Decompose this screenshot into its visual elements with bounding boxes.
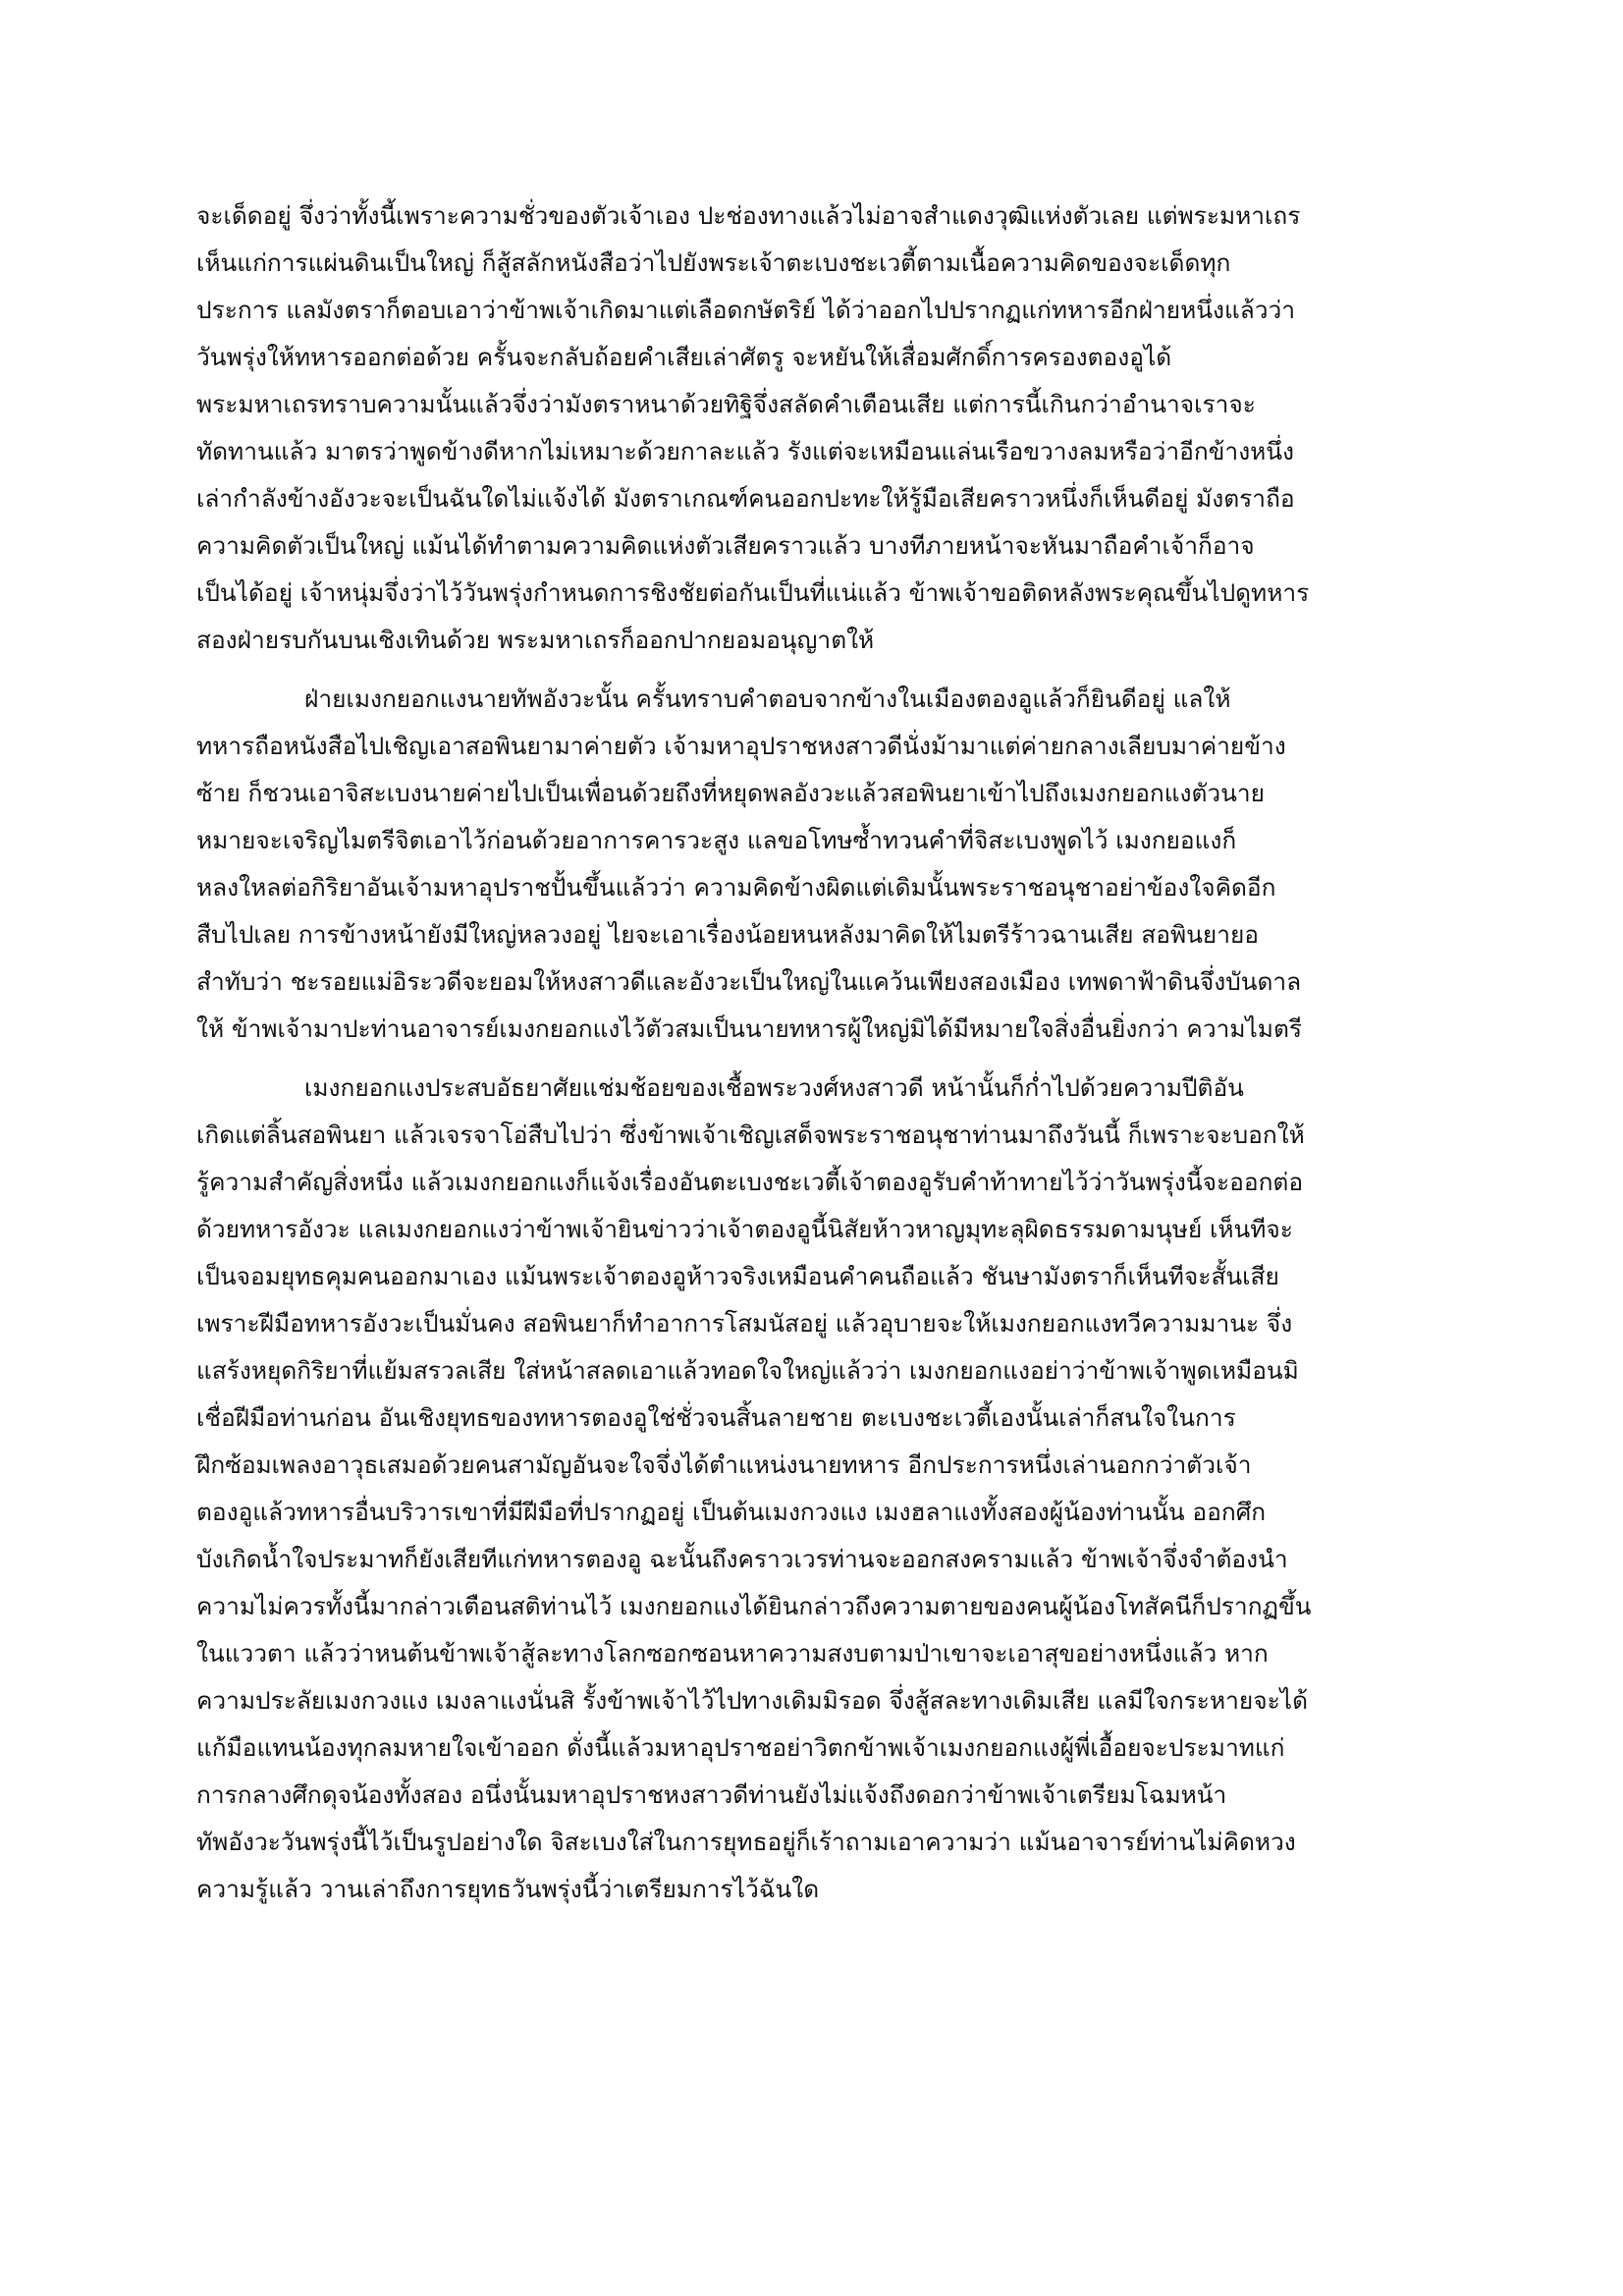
text-line: ความประลัยเมงกวงแง เมงลาแงนั่นสิ รั้งข้าพเจ้าไว้ไปทางเดิมมิรอด จึ่งสู้สละทางเดิมเสีย แลมีใจกระหายจะได้	[196, 1686, 1308, 1715]
text-line: วันพรุ่งให้ทหารออกต่อด้วย ครั้นจะกลับถ้อยคำเสียเล่าศัตรู จะหยันให้เสื่อมศักดิ์การครองตองอูได้	[196, 343, 1172, 371]
text-line: หมายจะเจริญไมตรีจิตเอาไว้ก่อนด้วยอาการคารวะสูง แลขอโทษซ้ำทวนคำที่จิสะเบงพูดไว้ เมงกยอแงก็	[196, 826, 1237, 854]
text-line: เป็นจอมยุทธคุมคนออกมาเอง แม้นพระเจ้าตองอูห้าวจริงเหมือนคำคนถือแล้ว ชันษามังตราก็เห็นทีจะสั้นเสีย	[196, 1262, 1279, 1290]
text-line: แก้มือแทนน้องทุกลมหายใจเข้าออก ดั่งนี้แล้วมหาอุปราชอย่าวิตกข้าพเจ้าเมงกยอกแงผู้พี่เอื้อยจะประมาทแก่	[196, 1733, 1285, 1762]
text-line: หลงใหลต่อกิริยาอันเจ้ามหาอุปราชปั้นขึ้นแล้วว่า ความคิดข้างผิดแต่เดิมนั้นพระราชอนุชาอย่าข้องใจคิดอีก	[196, 873, 1276, 902]
text-line: สืบไปเลย การข้างหน้ายังมีใหญ่หลวงอยู่ ไยจะเอาเรื่องน้อยหนหลังมาคิดให้ไมตรีร้าวฉานเสีย สอพินยายอ	[196, 920, 1260, 949]
text-line: ในแววตา แล้วว่าหนต้นข้าพเจ้าสู้ละทางโลกซอกซอนหาความสงบตามป่าเขาจะเอาสุขอย่างหนึ่งแล้ว หาก	[196, 1639, 1269, 1667]
text-line: เป็นได้อยู่ เจ้าหนุ่มจึ่งว่าไว้วันพรุ่งกำหนดการชิงชัยต่อกันเป็นที่แน่แล้ว ข้าพเจ้าขอติดหลังพระคุณขึ้นไปดูทหาร	[196, 578, 1310, 607]
text-line: ซ้าย ก็ชวนเอาจิสะเบงนายค่ายไปเป็นเพื่อนด้วยถึงที่หยุดพลอังวะแล้วสอพินยาเข้าไปถึงเมงกยอกแงตัวนาย	[196, 779, 1266, 807]
paragraph-spacer	[196, 664, 1438, 676]
text-line: ความคิดตัวเป็นใหญ่ แม้นได้ทำตามความคิดแห่งตัวเสียคราวแล้ว บางทีภายหน้าจะหันมาถือคำเจ้าก็อาจ	[196, 531, 1255, 560]
text-line: เมงกยอกแงประสบอัธยาศัยแช่มช้อยของเชื้อพระวงศ์หงสาวดี หน้านั้นก็ก่ำไปด้วยความปีติอัน	[304, 1073, 1244, 1102]
text-line: ตองอูแล้วทหารอื่นบริวารเขาที่มีฝีมือที่ปรากฏอยู่ เป็นต้นเมงกวงแง เมงฮลาแงทั้งสองผู้น้องท่านนั้น ออกศึก	[196, 1498, 1267, 1526]
paragraph-2	[196, 676, 1438, 1053]
body-text	[196, 192, 1438, 1913]
text-line: เกิดแต่ลิ้นสอพินยา แล้วเจรจาโอ่สืบไปว่า ซึ่งข้าพเจ้าเชิญเสด็จพระราชอนุชาท่านมาถึงวันนี้ ก็เพราะจะบอกให้	[196, 1121, 1305, 1149]
text-line: ให้ ข้าพเจ้ามาปะท่านอาจารย์เมงกยอกแงไว้ตัวสมเป็นนายทหารผู้ใหญ่มิได้มีหมายใจสิ่งอื่นยิ่งกว่า ความไมตรี	[196, 1014, 1303, 1043]
paragraph-spacer	[196, 1053, 1438, 1065]
text-line: จะเด็ดอยู่ จึ่งว่าทั้งนี้เพราะความชั่วของตัวเจ้าเอง ปะช่องทางแล้วไม่อาจสำแดงวุฒิแห่งตัวเลย แต่พระมหาเถร	[196, 201, 1301, 230]
text-line: เชื่อฝีมือท่านก่อน อันเชิงยุทธของทหารตองอูใช่ชั่วจนสิ้นลายชาย ตะเบงชะเวตี้เองนั้นเล่าก็สนใจในการ	[196, 1403, 1236, 1432]
text-line: สำทับว่า ชะรอยแม่อิระวดีจะยอมให้หงสาวดีและอังวะเป็นใหญ่ในแคว้นเพียงสองเมือง เทพดาฟ้าดินจึ่งบันดาล	[196, 967, 1302, 996]
text-line: เห็นแก่การแผ่นดินเป็นใหญ่ ก็สู้สลักหนังสือว่าไปยังพระเจ้าตะเบงชะเวตี้ตามเนื้อความคิดของจะเด็ดทุก	[196, 248, 1231, 277]
text-line: ด้วยทหารอังวะ แลเมงกยอกแงว่าข้าพเจ้ายินข่าวว่าเจ้าตองอูนี้นิสัยห้าวหาญมุทะลุผิดธรรมดามนุษย์ เห็นทีจะ	[196, 1215, 1293, 1243]
text-line: พระมหาเถรทราบความนั้นแล้วจึ่งว่ามังตราหนาด้วยทิฐิจึ่งสลัดคำเตือนเสีย แต่การนี้เกินกว่าอำนาจเราจะ	[196, 390, 1256, 418]
text-line: รู้ความสำคัญสิ่งหนึ่ง แล้วเมงกยอกแงก็แจ้งเรื่องอันตะเบงชะเวตี้เจ้าตองอูรับคำท้าทายไว้ว่าวันพรุ่งนี้จะออกต่อ	[196, 1168, 1304, 1196]
text-line: ฝ่ายเมงกยอกแงนายทัพอังวะนั้น ครั้นทราบคำตอบจากข้างในเมืองตองอูแล้วก็ยินดีอยู่ แลให้	[304, 684, 1231, 713]
text-line: เล่ากำลังข้างอังวะจะเป็นฉันใดไม่แจ้งได้ มังตราเกณฑ์คนออกปะทะให้รู้มือเสียคราวหนึ่งก็เห็นดีอยู่ มังตราถือ	[196, 484, 1295, 513]
text-line: ประการ แลมังตราก็ตอบเอาว่าข้าพเจ้าเกิดมาแต่เลือดกษัตริย์ ได้ว่าออกไปปรากฏแก่ทหารอีกฝ่ายหนึ่งแล้วว่า	[196, 296, 1296, 324]
text-line: เพราะฝีมือทหารอังวะเป็นมั่นคง สอพินยาก็ทำอาการโสมนัสอยู่ แล้วอุบายจะให้เมงกยอกแงทวีความมานะ จึ่ง	[196, 1309, 1293, 1338]
text-line: ทัดทานแล้ว มาตรว่าพูดข้างดีหากไม่เหมาะด้วยกาละแล้ว รังแต่จะเหมือนแล่นเรือขวางลมหรือว่าอีกข้างหนึ่ง	[196, 437, 1295, 465]
text-line: สองฝ่ายรบกันบนเชิงเทินด้วย พระมหาเถรก็ออกปากยอมอนุญาตให้	[196, 626, 875, 654]
paragraph-1	[196, 192, 1438, 664]
text-line: แสร้งหยุดกิริยาที่แย้มสรวลเสีย ใส่หน้าสลดเอาแล้วทอดใจใหญ่แล้วว่า เมงกยอกแงอย่าว่าข้าพเจ้าพูดเหมือนมิ	[196, 1356, 1299, 1385]
text-line: การกลางศึกดุจน้องทั้งสอง อนึ่งนั้นมหาอุปราชหงสาวดีท่านยังไม่แจ้งถึงดอกว่าข้าพเจ้าเตรียมโฉมหน้า	[196, 1780, 1227, 1809]
text-line: บังเกิดน้ำใจประมาทก็ยังเสียทีแก่ทหารตองอู ฉะนั้นถึงคราวเวรท่านจะออกสงครามแล้ว ข้าพเจ้าจึ่งจำต้องนำ	[196, 1545, 1288, 1573]
text-line: ความรู้แล้ว วานเล่าถึงการยุทธวันพรุ่งนี้ว่าเตรียมการไว้ฉันใด	[196, 1875, 820, 1903]
paragraph-3	[196, 1065, 1438, 1913]
text-line: ทหารถือหนังสือไปเชิญเอาสอพินยามาค่ายตัว เจ้ามหาอุปราชหงสาวดีนั่งม้ามาแต่ค่ายกลางเลียบมาค่ายข้าง	[196, 732, 1286, 760]
text-line: ความไม่ควรทั้งนี้มากล่าวเตือนสติท่านไว้ เมงกยอกแงได้ยินกล่าวถึงความตายของคนผู้น้องโทสัคนีก็ปรากฏขึ้น	[196, 1592, 1312, 1620]
text-line: ฝึกซ้อมเพลงอาวุธเสมอด้วยคนสามัญอันจะใจจึ่งได้ตำแหน่งนายทหาร อีกประการหนึ่งเล่านอกกว่าตัวเจ้า	[196, 1450, 1252, 1479]
text-line: ทัพอังวะวันพรุ่งนี้ไว้เป็นรูปอย่างใด จิสะเบงใส่ในการยุทธอยู่ก็เร้าถามเอาความว่า แม้นอาจารย์ท่านไม่คิดหวง	[196, 1828, 1296, 1856]
